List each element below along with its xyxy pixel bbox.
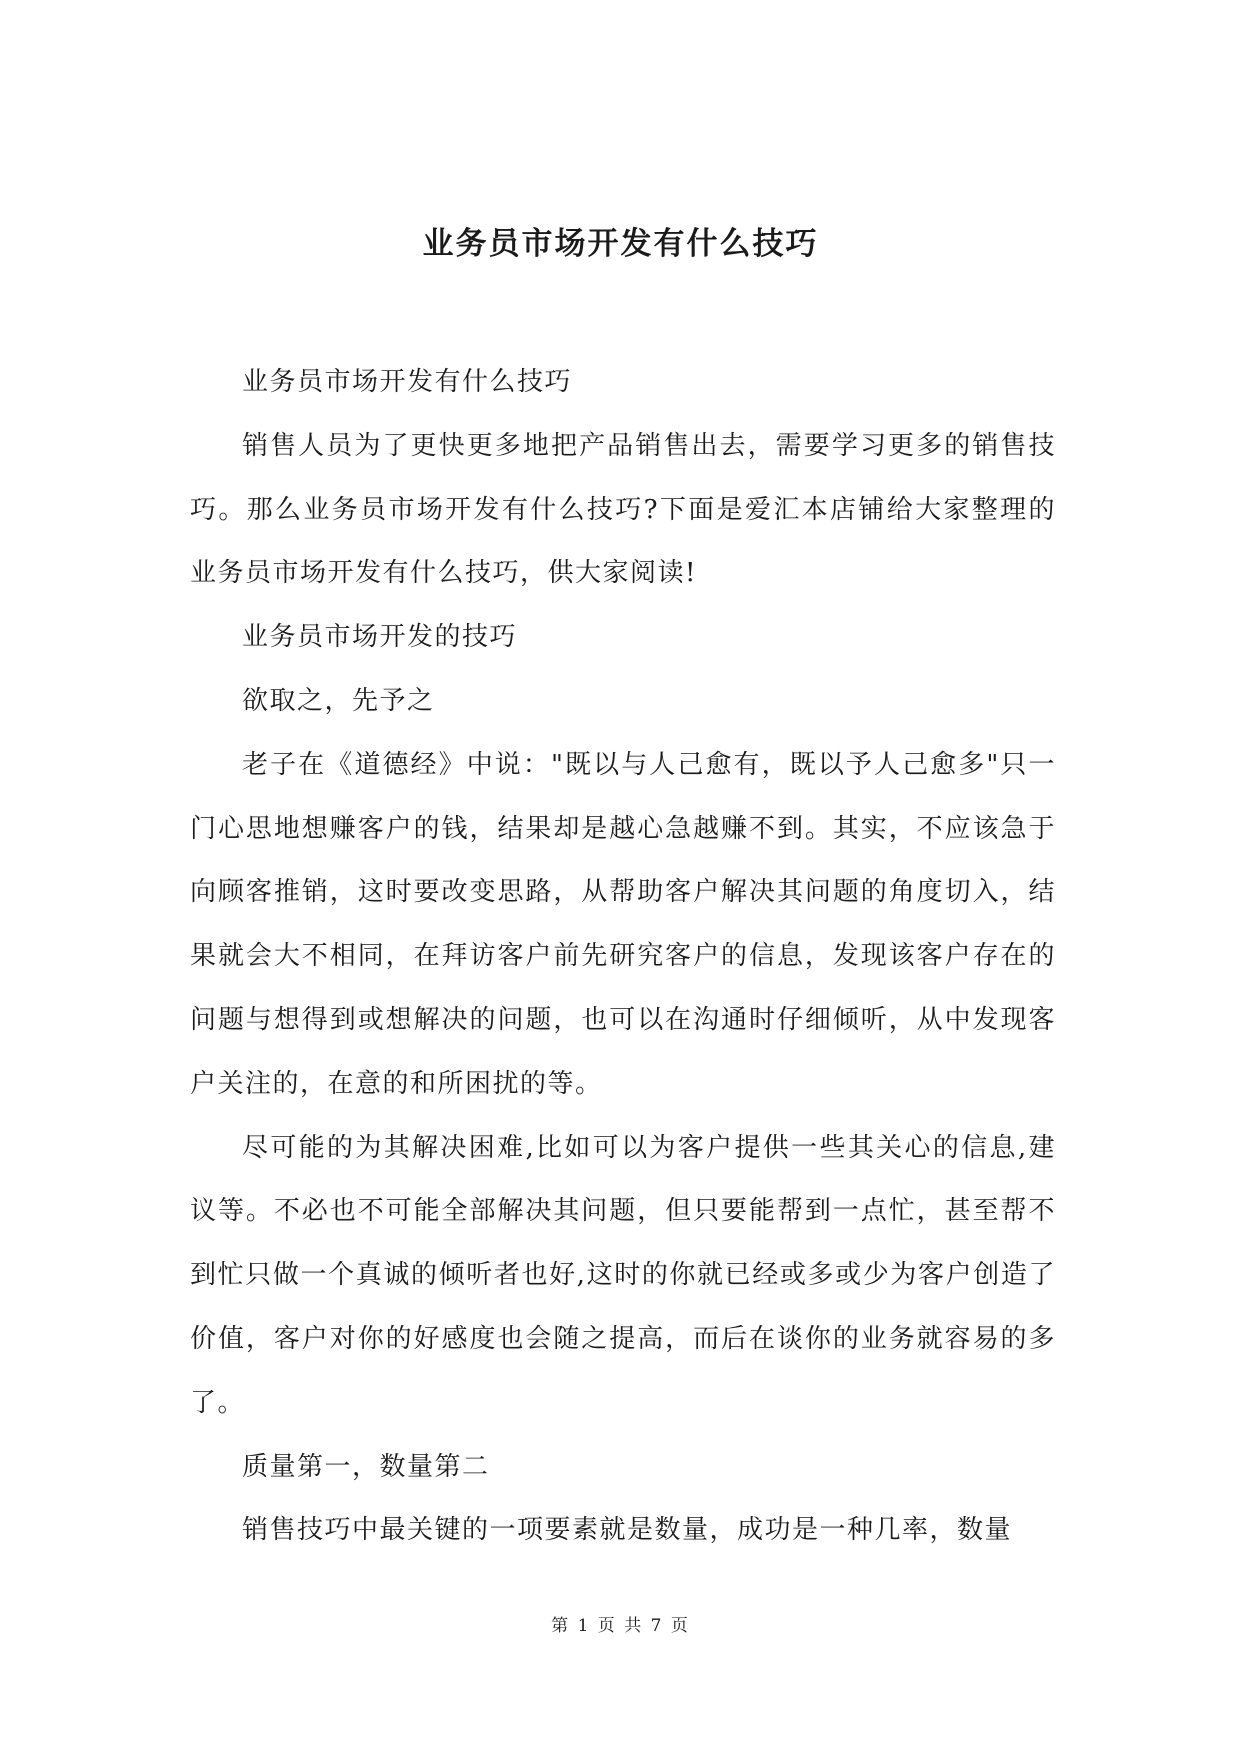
paragraph: 销售人员为了更快更多地把产品销售出去，需要学习更多的销售技巧。那么业务员市场开发有什么技巧?下面是爱汇本店铺给大家整理的业务员市场开发有什么技巧，供大家阅读! (190, 430, 1056, 589)
paragraph: 尽可能的为其解决困难,比如可以为客户提供一些其关心的信息,建议等。不必也不可能全部解决其问题，但只要能帮到一点忙，甚至帮不到忙只做一个真诚的倾听者也好,这时的你就已经或多或少为客户创造了价值，客户对你的好感度也会随之提高，而后在谈你的业务就容易的多了。 (190, 1132, 1056, 1418)
paragraph: 业务员市场开发有什么技巧 (242, 367, 573, 397)
subsection-heading: 欲取之，先予之 (242, 685, 435, 716)
page-title: 业务员市场开发有什么技巧 (422, 226, 819, 262)
paragraph: 老子在《道德经》中说："既以与人己愈有，既以予人己愈多"只一门心思地想赚客户的钱，结果却是越心急越赚不到。其实，不应该急于向顾客推销，这时要改变思路，从帮助客户解决其问题的角度切入，结果就会大不相同，在拜访客户前先研究客户的信息，发现该客户存在的问题与想得到或想解决的问题，也可以在沟通时仔细倾听，从中发现客户关注的，在意的和所困扰的等。 (190, 749, 1056, 1099)
page-footer: 第 1 页 共 7 页 (551, 1616, 690, 1636)
section-heading: 业务员市场开发的技巧 (242, 622, 518, 653)
subsection-heading: 质量第一，数量第二 (242, 1451, 490, 1482)
document-body (190, 351, 1056, 1563)
paragraph: 销售技巧中最关键的一项要素就是数量，成功是一种几率，数量 (242, 1515, 1013, 1546)
